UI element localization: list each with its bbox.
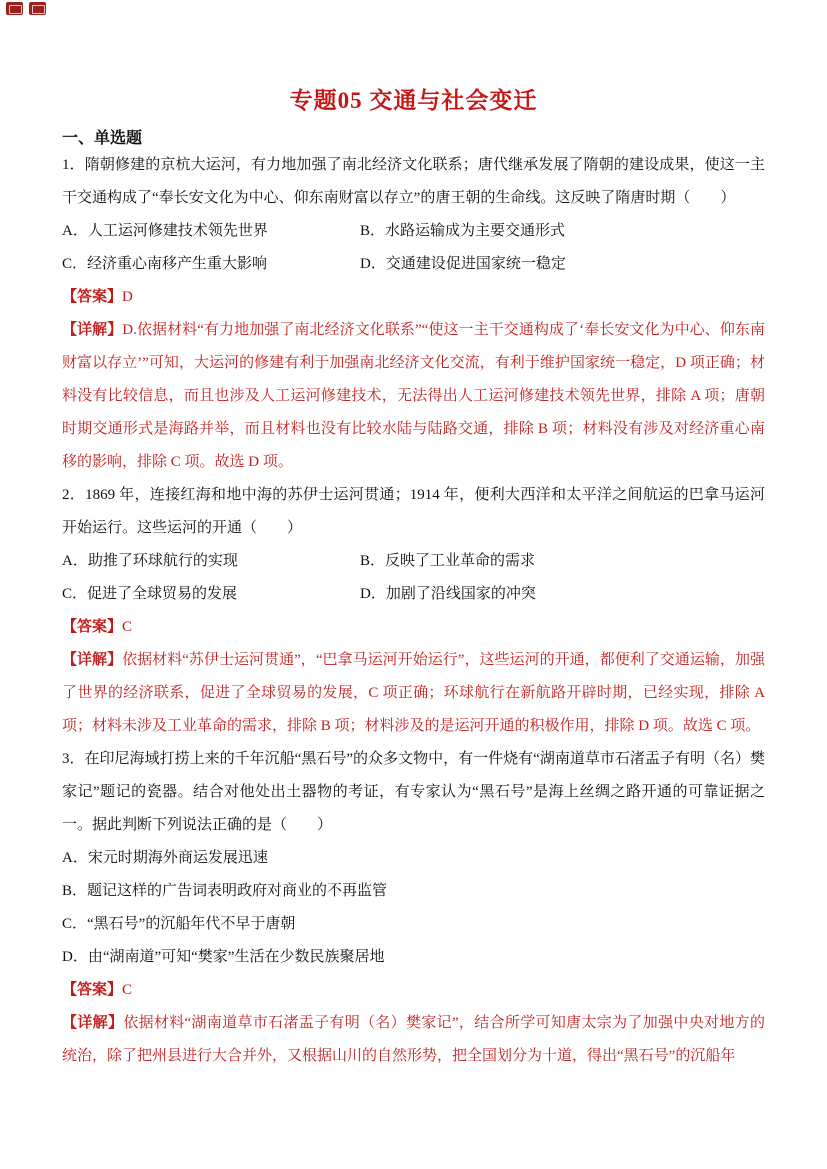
question-2-options xyxy=(62,545,765,611)
question-2-answer-line xyxy=(62,611,765,644)
question-1-stem: 1．隋朝修建的京杭大运河，有力地加强了南北经济文化联系；唐代继承发展了隋朝的建设成果，使这一主干交通构成了“奉长安文化为中心、仰东南财富以存立”的唐王朝的生命线。这反映了隋唐时期（ ） xyxy=(62,157,765,206)
answer-value: D xyxy=(122,289,133,305)
section-heading: 一、单选题 xyxy=(62,130,143,147)
question-1-option-b: B．水路运输成为主要交通形式 xyxy=(360,223,566,239)
page-title: 专题05 交通与社会变迁 xyxy=(289,88,538,113)
question-3-option-d: D．由“湖南道”可知“樊家”生活在少数民族聚居地 xyxy=(62,949,385,965)
detail-text: 依据材料“湖南道草市石渚盂子有明（名）樊家记”，结合所学可知唐太宗为了加强中央对地方的统治，除了把州县进行大合并外，又根据山川的自然形势，把全国划分为十道，得出“黑石号”的沉船年 xyxy=(62,1015,765,1064)
detail-label: 【详解】 xyxy=(62,652,123,668)
detail-label: 【详解】 xyxy=(62,1015,124,1031)
question-2-option-b: B．反映了工业革命的需求 xyxy=(360,553,536,569)
question-2-option-a: A．助推了环球航行的实现 xyxy=(62,553,238,569)
question-2-stem: 2．1869 年，连接红海和地中海的苏伊士运河贯通；1914 年，便利大西洋和太平洋之间航运的巴拿马运河开始运行。这些运河的开通（ ） xyxy=(62,487,765,536)
answer-value: C xyxy=(122,619,133,635)
question-1-option-d: D．交通建设促进国家统一稳定 xyxy=(360,256,566,272)
question-2-detail-line xyxy=(62,644,765,743)
question-3-option-b: B．题记这样的广告词表明政府对商业的不再监管 xyxy=(62,883,388,899)
question-1-option-a: A．人工运河修建技术领先世界 xyxy=(62,223,268,239)
question-1-options xyxy=(62,215,765,281)
answer-label: 【答案】 xyxy=(62,619,123,635)
question-1-detail-line xyxy=(62,314,765,479)
question-3-option-a: A．宋元时期海外商运发展迅速 xyxy=(62,850,268,866)
question-3-detail-line xyxy=(62,1007,765,1073)
question-3-option-c: C．“黑石号”的沉船年代不早于唐朝 xyxy=(62,916,296,932)
detail-text: 依据材料“苏伊士运河贯通”，“巴拿马运河开始运行”，这些运河的开通，都便利了交通运输，加强了世界的经济联系，促进了全球贸易的发展，C 项正确；环球航行在新航路开辟时期，已经实现，排除 A 项；材料未涉及工业革命的需求，排除 B 项；材料涉及的是运河开通的积极作用，排除 D 项。故选 C 项。 xyxy=(62,652,765,734)
question-1-option-c: C．经济重心南移产生重大影响 xyxy=(62,256,268,272)
detail-text: D.依据材料“有力地加强了南北经济文化联系”“使这一主干交通构成了‘奉长安文化为中心、仰东南财富以存立’”可知，大运河的修建有利于加强南北经济文化交流，有利于维护国家统一稳定，D 项正确；材料没有比较信息，而且也涉及人工运河修建技术，无法得出人工运河修建技术领先世界，排除 A 项；唐朝时期交通形式是海路并举，而且材料也没有比较水陆与陆路交通，排除 B 项；材料没有涉及对经济重心南移的影响，排除 C 项。故选 D 项。 xyxy=(62,322,765,470)
question-3-stem: 3．在印尼海域打捞上来的千年沉船“黑石号”的众多文物中，有一件烧有“湖南道草市石渚盂子有明（名）樊家记”题记的瓷器。结合对他处出土器物的考证，有专家认为“黑石号”是海上丝绸之路开通的可靠证据之一。据此判断下列说法正确的是（ ） xyxy=(62,751,765,833)
detail-label: 【详解】 xyxy=(62,322,123,338)
question-2-option-c: C．促进了全球贸易的发展 xyxy=(62,586,238,602)
answer-label: 【答案】 xyxy=(62,289,123,305)
question-3-answer-line xyxy=(62,974,765,1007)
question-2-option-d: D．加剧了沿线国家的冲突 xyxy=(360,586,536,602)
question-3-options xyxy=(62,842,765,974)
answer-label: 【答案】 xyxy=(62,982,123,998)
answer-value: C xyxy=(122,982,133,998)
question-1-answer-line xyxy=(62,281,765,314)
